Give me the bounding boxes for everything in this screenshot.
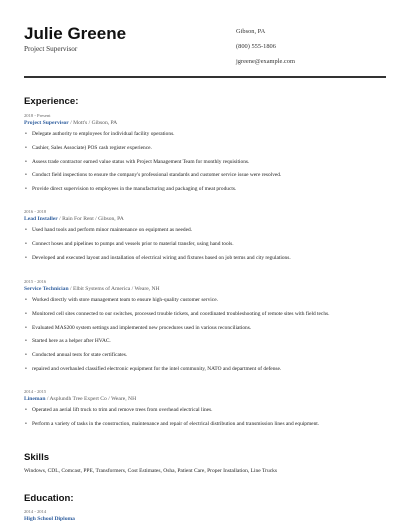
bullet-dot-icon: •	[25, 365, 27, 372]
job-location: Gibson, PA	[91, 120, 118, 126]
job-company: Rain For Rent	[62, 216, 94, 222]
bullet-dot-icon: •	[25, 158, 27, 165]
job-dates: 2015 - 2016	[24, 279, 47, 284]
contact-phone: (800) 555-1806	[236, 43, 276, 50]
bullet-dot-icon: •	[25, 144, 27, 151]
job-bullets	[24, 407, 386, 435]
bullet-dot-icon: •	[25, 131, 27, 137]
resume-header	[24, 24, 386, 74]
job-heading: Service Technician / Elbit Systems of America / Weare, NH	[24, 286, 160, 292]
job-bullet	[24, 311, 386, 325]
job-entry	[24, 388, 386, 435]
job-bullet	[24, 241, 386, 255]
job-location: Weare, NH	[111, 396, 137, 402]
job-heading: Lead Installer / Rain For Rent / Gibson, PA	[24, 216, 124, 222]
bullet-text: Assess trade contractor earned value status with Project Management Team for monthly requisitions.	[32, 158, 250, 165]
bullet-dot-icon: •	[25, 407, 27, 413]
job-bullet	[24, 352, 386, 366]
job-bullet	[24, 297, 386, 311]
education-dates: 2014 - 2014	[24, 509, 47, 514]
job-heading: Project Supervisor / Mott's / Gibson, PA	[24, 120, 118, 126]
job-bullet	[24, 421, 386, 435]
bullet-dot-icon: •	[25, 172, 27, 179]
bullet-dot-icon: •	[25, 338, 27, 345]
job-bullet	[24, 366, 386, 380]
contact-location: Gibson, PA	[236, 28, 266, 35]
bullet-dot-icon: •	[25, 240, 27, 247]
job-company: Asplundh Tree Expert Co	[49, 396, 107, 402]
job-bullet	[24, 325, 386, 339]
skills-list: Windows, CDL, Comcast, PPE, Transformers, Cost Estimates, Osha, Patient Care, Proper Installation, Line Trucks	[24, 468, 278, 474]
bullet-text: repaired and overhauled classified electronic equipment for the intel community, NATO and department of defense.	[32, 365, 282, 372]
job-bullet	[24, 172, 386, 186]
job-bullet	[24, 131, 386, 145]
job-dates: 2016 - 2018	[24, 209, 47, 214]
job-bullet	[24, 227, 386, 241]
bullet-text: Operated an aerial lift truck to trim and remove trees from overhead electrical lines.	[32, 407, 213, 413]
bullet-text: Conduct field inspections to ensure the company's professional standards and customer service issue were resolved.	[32, 172, 282, 179]
bullet-text: Perform a variety of tasks in the construction, maintenance and repair of electrical distribution and transmission lines and equipment.	[32, 420, 320, 427]
education-heading: Education:	[24, 493, 74, 504]
bullet-text: Monitored cell sites connected to our switches, processed trouble tickets, and coordinated troubleshooting of remote sites with field techs.	[32, 310, 330, 317]
job-company: Mott's	[73, 120, 88, 126]
bullet-dot-icon: •	[25, 297, 27, 303]
job-title: Service Technician	[24, 286, 69, 292]
bullet-text: Cashier, Sales Associate) POS cash register experience.	[32, 144, 152, 151]
bullet-text: Conducted annual tests for state certificates.	[32, 352, 128, 359]
experience-heading: Experience:	[24, 96, 79, 107]
bullet-text: Used hand tools and perform minor maintenance on equipment as needed.	[32, 227, 193, 233]
job-bullet	[24, 338, 386, 352]
bullet-dot-icon: •	[25, 186, 27, 193]
job-bullet	[24, 407, 386, 421]
bullet-text: Developed and executed layout and installation of electrical wiring and fixtures based on job terms and city regulations.	[32, 254, 291, 261]
job-entry	[24, 278, 386, 380]
bullet-dot-icon: •	[25, 352, 27, 359]
job-heading: Lineman / Asplundh Tree Expert Co / Weare, NH	[24, 396, 137, 402]
education-degree: High School Diploma	[24, 516, 75, 522]
skills-heading: Skills	[24, 452, 50, 463]
bullet-text: Provide direct supervision to employees in the manufacturing and packaging of meat products.	[32, 186, 237, 193]
job-dates: 2018 - Present	[24, 113, 51, 118]
bullet-dot-icon: •	[25, 254, 27, 261]
job-bullet	[24, 255, 386, 269]
job-bullets	[24, 297, 386, 380]
bullet-dot-icon: •	[25, 227, 27, 233]
bullet-text: Worked directly with store management team to ensure high-quality customer service.	[32, 297, 218, 303]
job-location: Gibson, PA	[98, 216, 124, 222]
bullet-text: Started here as a helper after HVAC.	[32, 338, 111, 345]
job-title: Project Supervisor	[24, 120, 69, 126]
job-title: Lineman	[24, 396, 46, 402]
bullet-dot-icon: •	[25, 420, 27, 427]
job-bullet	[24, 186, 386, 200]
job-entry	[24, 112, 386, 200]
contact-block	[236, 27, 295, 72]
bullet-text: Evaluated MAS200 system settings and implemented new procedures used in various reconciliations.	[32, 324, 252, 331]
job-location: Weare, NH	[134, 286, 160, 292]
job-company: Elbit Systems of America	[72, 286, 131, 292]
candidate-name: Julie Greene	[24, 24, 127, 43]
bullet-text: Delegate authority to employees for individual facility operations.	[32, 131, 175, 137]
job-title: Lead Installer	[24, 216, 58, 222]
job-entry	[24, 208, 386, 268]
bullet-text: Connect hoses and pipelines to pumps and vessels prior to material transfer, using hand tools.	[32, 240, 234, 247]
header-divider	[24, 76, 386, 78]
contact-email: jgreene@example.com	[236, 58, 295, 65]
bullet-dot-icon: •	[25, 310, 27, 317]
job-bullet	[24, 145, 386, 159]
candidate-role: Project Supervisor	[24, 45, 78, 53]
job-dates: 2014 - 2015	[24, 389, 47, 394]
bullet-dot-icon: •	[25, 324, 27, 331]
job-bullets	[24, 227, 386, 268]
job-bullet	[24, 159, 386, 173]
job-bullets	[24, 131, 386, 200]
